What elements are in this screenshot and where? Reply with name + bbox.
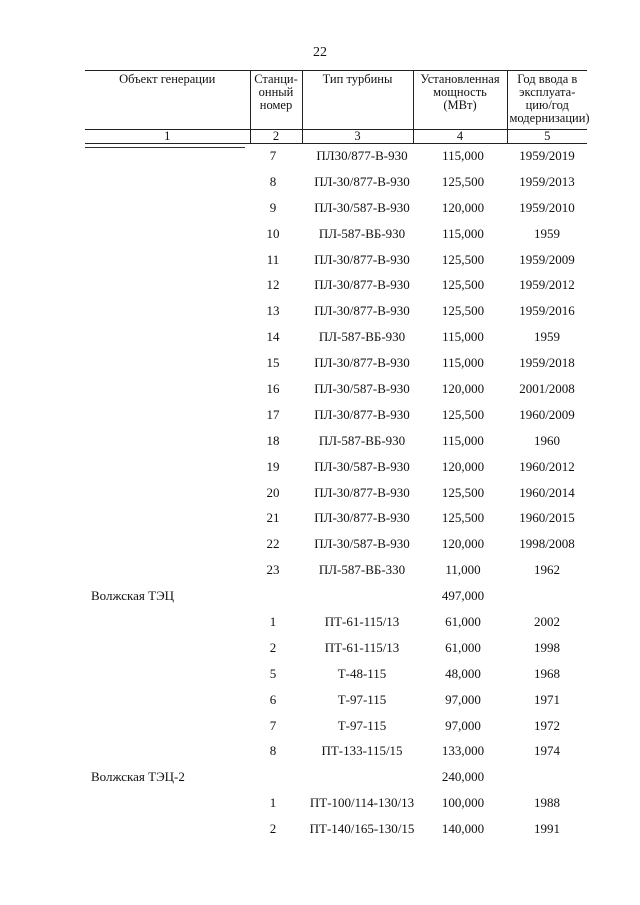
station-number: 11: [266, 251, 280, 267]
commissioning-year: 1959/2016: [519, 303, 575, 319]
turbine-type: ПЛ-30/587-В-930: [314, 199, 410, 215]
station-number: 2: [269, 639, 277, 655]
installed-capacity: 61,000: [445, 639, 481, 655]
turbine-type: ПЛ-30/877-В-930: [314, 303, 410, 319]
table-row: [85, 737, 587, 763]
station-number: 14: [266, 329, 280, 345]
turbine-type: Т-97-115: [337, 691, 387, 707]
installed-capacity: 120,000: [441, 199, 485, 215]
turbine-type: ПЛ-30/877-В-930: [314, 277, 410, 293]
turbine-type: ПТ-61-115/13: [324, 614, 400, 630]
table-row: [85, 168, 587, 194]
turbine-type: ПЛ-30/587-В-930: [314, 381, 410, 397]
commissioning-year: 1971: [534, 691, 560, 707]
table-row: [85, 375, 587, 401]
station-number: 21: [266, 510, 280, 526]
installed-capacity: 100,000: [441, 795, 485, 811]
table-row: [85, 504, 587, 530]
installed-capacity: 115,000: [442, 225, 484, 241]
table-row: [85, 271, 587, 297]
installed-capacity: 61,000: [445, 614, 481, 630]
turbine-type: ПЛ-30/587-В-930: [314, 536, 410, 552]
installed-capacity: 125,500: [441, 406, 485, 422]
station-number: 7: [269, 148, 277, 163]
installed-capacity: 115,000: [442, 148, 484, 163]
installed-capacity: 125,500: [441, 277, 485, 293]
column-number: 3: [302, 130, 413, 144]
installed-capacity: 497,000: [441, 588, 485, 604]
station-number: 10: [266, 225, 280, 241]
installed-capacity: 97,000: [445, 691, 481, 707]
object-name: Волжская ТЭЦ: [91, 588, 175, 604]
installed-capacity: 11,000: [445, 562, 481, 578]
commissioning-year: 1959/2018: [519, 355, 575, 371]
installed-capacity: 125,500: [441, 510, 485, 526]
commissioning-year: 1960/2015: [519, 510, 575, 526]
column-number: 5: [507, 130, 587, 144]
commissioning-year: 1972: [534, 717, 560, 733]
column-number: 1: [85, 130, 250, 144]
turbine-type: Т-48-115: [337, 665, 387, 681]
turbine-type: Т-97-115: [337, 717, 387, 733]
station-number: 12: [266, 277, 280, 293]
turbine-type: ПЛ-30/877-В-930: [314, 510, 410, 526]
commissioning-year: 1959/2013: [519, 173, 575, 189]
table-row: [85, 660, 587, 686]
turbine-type: ПЛ-587-ВБ-930: [318, 432, 406, 448]
table-row: [85, 453, 587, 479]
table-header: [85, 70, 590, 144]
turbine-type: ПЛ-587-ВБ-930: [318, 329, 406, 345]
table-row: [85, 608, 587, 634]
turbine-type: ПЛ-30/877-В-930: [314, 484, 410, 500]
commissioning-year: 1960/2012: [519, 458, 575, 474]
station-number: 8: [269, 743, 277, 759]
commissioning-year: 1959/2012: [519, 277, 575, 293]
turbine-type: ПЛ-587-ВБ-330: [318, 562, 406, 578]
table-row: [85, 556, 587, 582]
table-row: [85, 686, 587, 712]
table-row: [85, 479, 587, 505]
commissioning-year: 1998: [534, 639, 560, 655]
table-row: [85, 427, 587, 453]
turbine-type: ПЛ-30/587-В-930: [314, 458, 410, 474]
station-number: 15: [266, 355, 280, 371]
table-row: [85, 815, 587, 841]
station-number: 22: [266, 536, 280, 552]
table-row: [85, 323, 587, 349]
installed-capacity: 115,000: [442, 329, 484, 345]
station-number: 17: [266, 406, 280, 422]
commissioning-year: 2001/2008: [519, 381, 575, 397]
table-row: [85, 789, 587, 815]
table-row: [85, 530, 587, 556]
installed-capacity: 115,000: [442, 355, 484, 371]
station-number: 23: [266, 562, 280, 578]
turbine-type: ПТ-61-115/13: [324, 639, 400, 655]
installed-capacity: 115,000: [442, 432, 484, 448]
commissioning-year: 1962: [534, 562, 560, 578]
header-turbine-type: Тип турбины: [302, 71, 413, 130]
station-number: 1: [269, 795, 277, 811]
station-number: 13: [266, 303, 280, 319]
table-row: [85, 349, 587, 375]
turbine-type: ПЛ-30/877-В-930: [314, 406, 410, 422]
commissioning-year: 1959/2010: [519, 199, 575, 215]
installed-capacity: 240,000: [441, 769, 485, 785]
turbine-type: ПТ-140/165-130/15: [309, 821, 415, 837]
object-name: Волжская ТЭЦ-2: [91, 769, 185, 785]
station-number: 8: [269, 173, 277, 189]
header-year: Год ввода в эксплуата-цию/год модернизации): [507, 71, 587, 130]
object-group-row: [85, 763, 587, 789]
header-row: [85, 71, 587, 130]
header-capacity: Установленная мощность (МВт): [413, 71, 507, 130]
station-number: 6: [269, 691, 277, 707]
table-body: [85, 142, 587, 841]
commissioning-year: 1959/2009: [519, 251, 575, 267]
commissioning-year: 1959/2019: [519, 148, 575, 163]
turbine-type: ПЛ-587-ВБ-930: [318, 225, 406, 241]
commissioning-year: 1959: [534, 329, 560, 345]
commissioning-year: 1960/2014: [519, 484, 575, 500]
header-station-number: Станци-онный номер: [250, 71, 302, 130]
turbine-type: ПЛ-30/877-В-930: [314, 355, 410, 371]
installed-capacity: 48,000: [445, 665, 481, 681]
table-row: [85, 246, 587, 272]
commissioning-year: 1968: [534, 665, 560, 681]
table-row: [85, 712, 587, 738]
turbine-type: ПЛ-30/877-В-930: [314, 251, 410, 267]
installed-capacity: 120,000: [441, 381, 485, 397]
page-number: 22: [313, 45, 327, 60]
station-number: 9: [269, 199, 277, 215]
station-number: 19: [266, 458, 280, 474]
station-number: 2: [269, 821, 277, 837]
table-row: [85, 220, 587, 246]
station-number: 18: [266, 432, 280, 448]
column-number: 2: [250, 130, 302, 144]
commissioning-year: 2002: [534, 614, 560, 630]
turbine-type: ПЛ30/877-В-930: [316, 148, 408, 163]
installed-capacity: 120,000: [441, 458, 485, 474]
commissioning-year: 1988: [534, 795, 560, 811]
commissioning-year: 1960/2009: [519, 406, 575, 422]
commissioning-year: 1974: [534, 743, 560, 759]
installed-capacity: 140,000: [441, 821, 485, 837]
station-number: 16: [266, 381, 280, 397]
turbine-type: ПТ-133-115/15: [321, 743, 403, 759]
installed-capacity: 97,000: [445, 717, 481, 733]
turbine-type: ПЛ-30/877-В-930: [314, 173, 410, 189]
station-number: 20: [266, 484, 280, 500]
station-number: 7: [269, 717, 277, 733]
turbine-type: ПТ-100/114-130/13: [309, 795, 415, 811]
installed-capacity: 125,500: [441, 173, 485, 189]
table-row: [85, 401, 587, 427]
table-row: [85, 142, 587, 168]
station-number: 5: [269, 665, 277, 681]
table-row: [85, 194, 587, 220]
commissioning-year: 1960: [534, 432, 560, 448]
installed-capacity: 125,500: [441, 484, 485, 500]
commissioning-year: 1998/2008: [519, 536, 575, 552]
installed-capacity: 120,000: [441, 536, 485, 552]
installed-capacity: 133,000: [441, 743, 485, 759]
commissioning-year: 1991: [534, 821, 560, 837]
installed-capacity: 125,500: [441, 303, 485, 319]
table-row: [85, 297, 587, 323]
header-object: Объект генерации: [85, 71, 250, 130]
column-number: 4: [413, 130, 507, 144]
installed-capacity: 125,500: [441, 251, 485, 267]
object-group-row: [85, 582, 587, 608]
commissioning-year: 1959: [534, 225, 560, 241]
table-row: [85, 634, 587, 660]
station-number: 1: [269, 614, 277, 630]
